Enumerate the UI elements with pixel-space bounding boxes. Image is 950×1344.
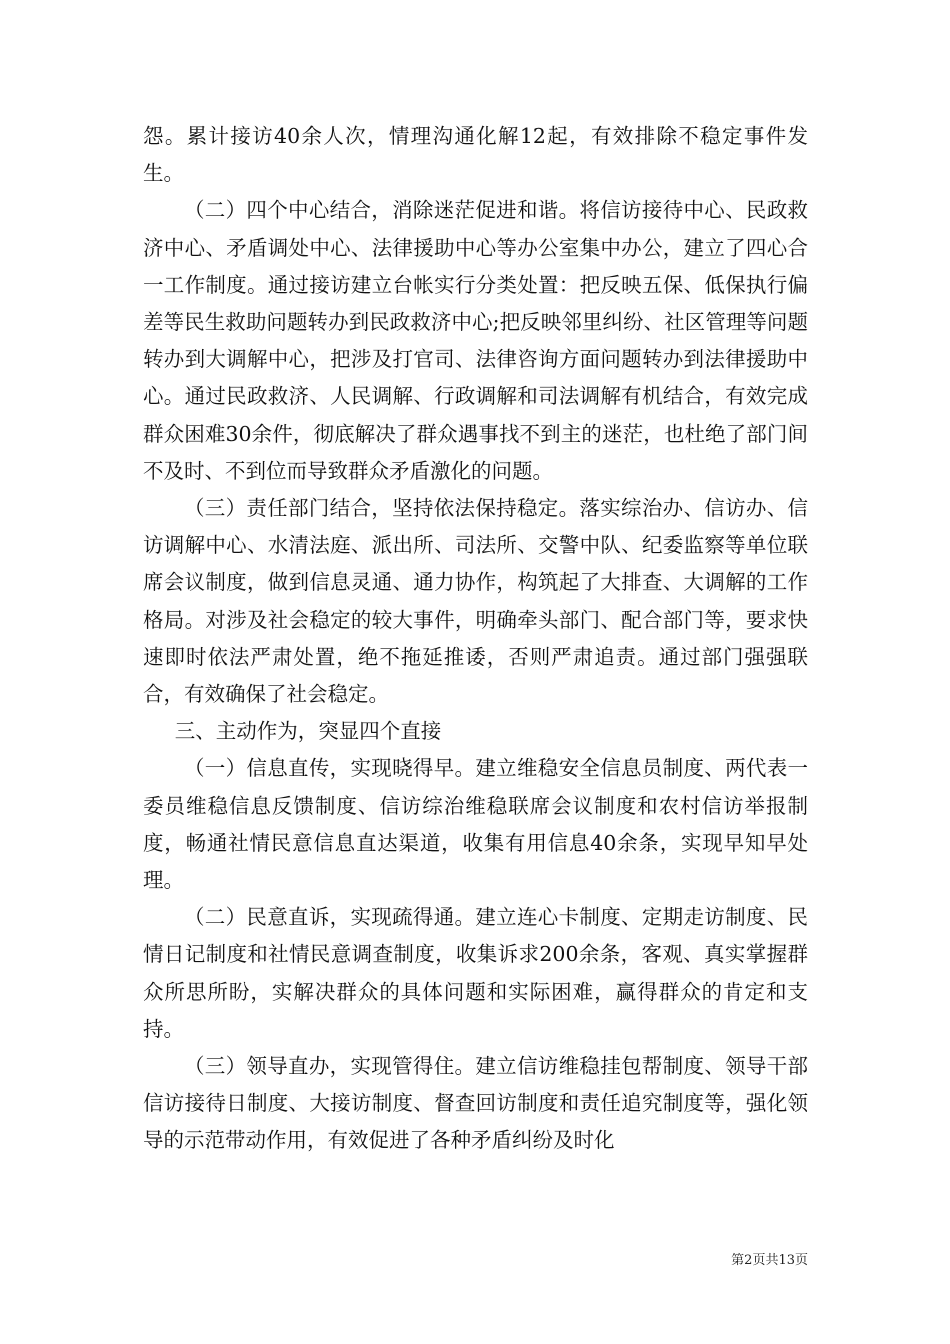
paragraph-public-opinion-direct: （二）民意直诉，实现疏得通。建立连心卡制度、定期走访制度、民情日记制度和社情民意调查制度，收集诉求200余条，客观、真实掌握群众所思所盼，实解决群众的具体问题和实际困难，赢得群众的肯定和支持。: [143, 905, 808, 1041]
paragraph-leadership-direct: （三）领导直办，实现管得住。建立信访维稳挂包帮制度、领导干部信访接待日制度、大接访制度、督查回访制度和责任追究制度等，强化领导的示范带动作用，有效促进了各种矛盾纠纷及时化: [143, 1054, 808, 1153]
paragraph-continuation: 怨。累计接访40余人次，情理沟通化解12起，有效排除不稳定事件发生。: [143, 124, 808, 186]
paragraph-information-direct: （一）信息直传，实现晓得早。建立维稳安全信息员制度、两代表一委员维稳信息反馈制度、信访综治维稳联席会议制度和农村信访举报制度，畅通社情民意信息直达渠道，收集有用信息40余条，实现早知早处理。: [143, 756, 808, 893]
document-body: [143, 118, 808, 1160]
section-heading-three: 三、主动作为，突显四个直接: [174, 719, 442, 744]
page-number-footer: 第2页共13页: [731, 1253, 808, 1268]
paragraph-responsible-departments: （三）责任部门结合，坚持依法保持稳定。落实综治办、信访办、信访调解中心、水清法庭、派出所、司法所、交警中队、纪委监察等单位联席会议制度，做到信息灵通、通力协作，构筑起了大排查、大调解的工作格局。对涉及社会稳定的较大事件，明确牵头部门、配合部门等，要求快速即时依法严肃处置，绝不拖延推诿，否则严肃追责。通过部门强强联合，有效确保了社会稳定。: [143, 496, 808, 707]
paragraph-four-centers: （二）四个中心结合，消除迷茫促进和谐。将信访接待中心、民政救济中心、矛盾调处中心、法律援助中心等办公室集中办公，建立了四心合一工作制度。通过接访建立台帐实行分类处置：把反映五保、低保执行偏差等民生救助问题转办到民政救济中心;把反映邻里纠纷、社区管理等问题转办到大调解中心，把涉及打官司、法律咨询方面问题转办到法律援助中心。通过民政救济、人民调解、行政调解和司法调解有机结合，有效完成群众困难30余件，彻底解决了群众遇事找不到主的迷茫，也杜绝了部门间不及时、不到位而导致群众矛盾激化的问题。: [143, 198, 808, 483]
